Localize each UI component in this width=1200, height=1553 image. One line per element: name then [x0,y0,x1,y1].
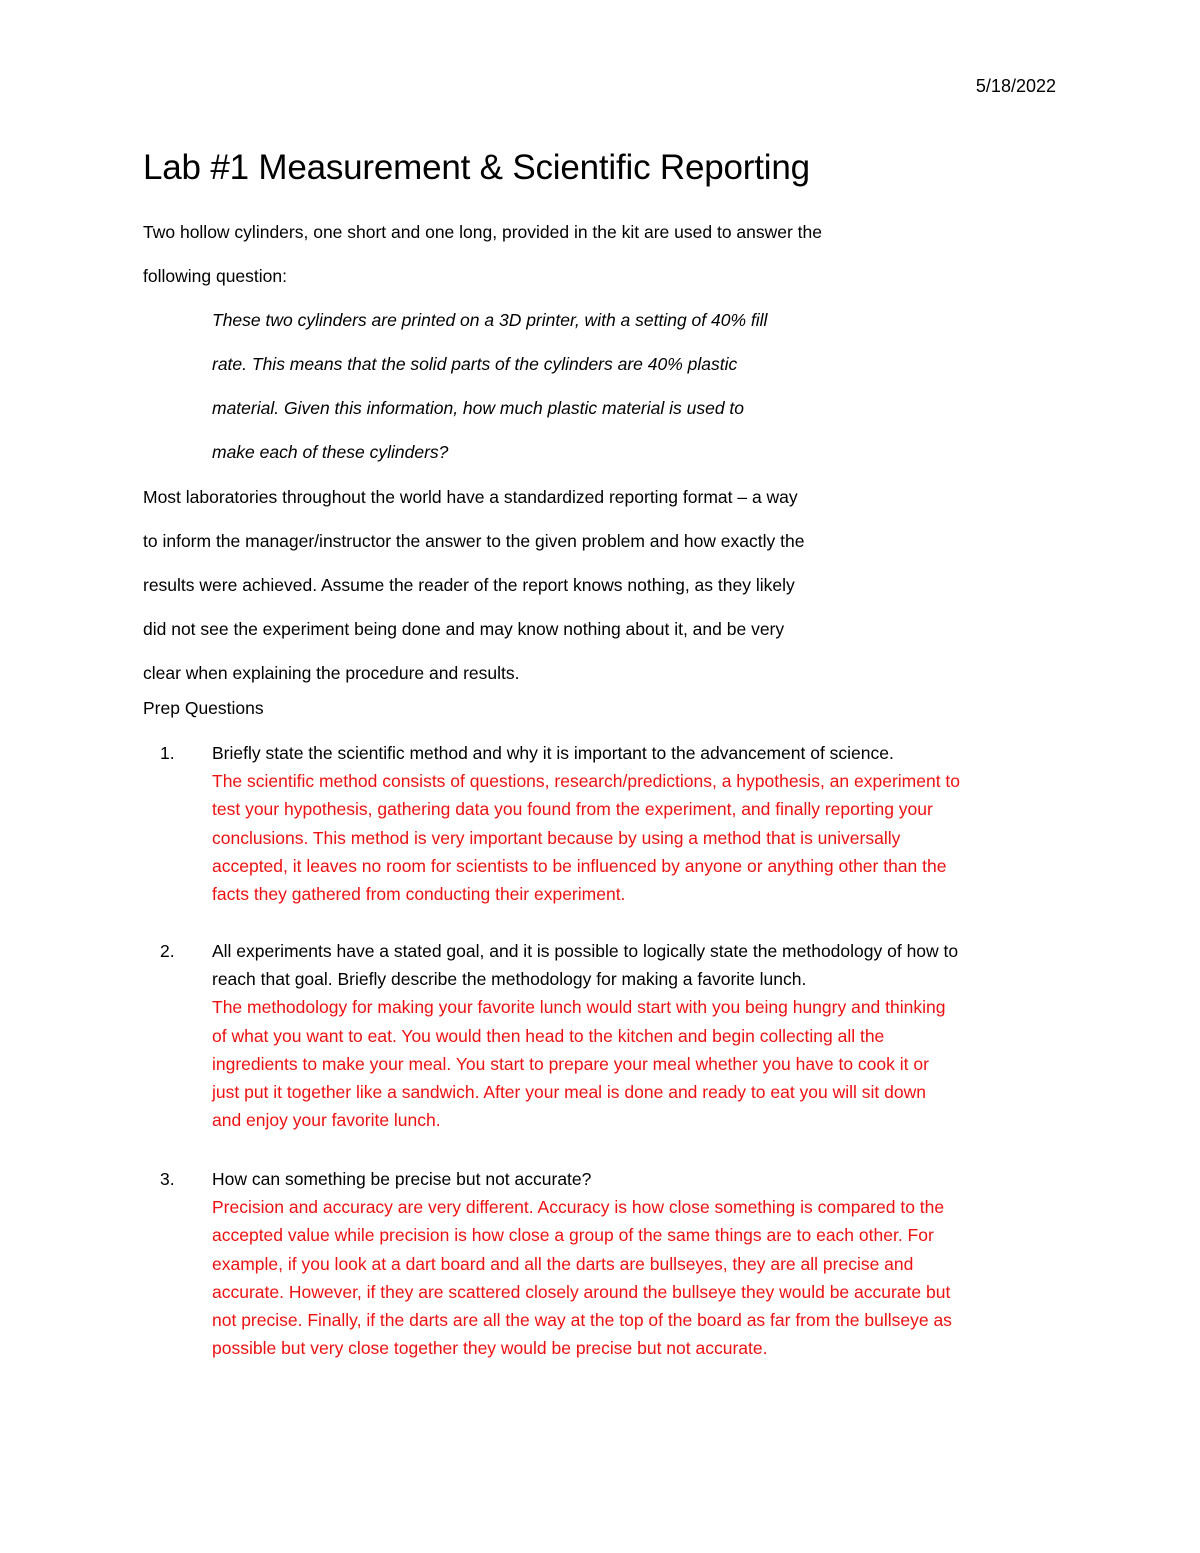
body-line: to inform the manager/instructor the answer to the given problem and how exactly the [143,531,805,551]
answer-line: and enjoy your favorite lunch. [212,1110,441,1131]
answer-line: possible but very close together they would be precise but not accurate. [212,1338,768,1359]
list-item-question-2 [160,937,1080,1134]
body-line: clear when explaining the procedure and results. [143,663,520,683]
answer-line: The scientific method consists of questions, research/predictions, a hypothesis, an experiment to [212,771,961,792]
prep-questions-heading: Prep Questions [143,698,264,718]
list-number: 2. [160,941,175,961]
answer-line: test your hypothesis, gathering data you found from the experiment, and finally reporting your [212,799,933,820]
answer-line: conclusions. This method is very important because by using a method that is universally [212,827,901,848]
question-line: All experiments have a stated goal, and it is possible to logically state the methodology of how to [212,941,959,961]
answer-line: The methodology for making your favorite lunch would start with you being hungry and thinking [212,997,946,1018]
body-line: Most laboratories throughout the world have a standardized reporting format – a way [143,487,798,507]
intro-line: following question: [143,266,287,286]
answer-line: Precision and accuracy are very different. Accuracy is how close something is compared to the [212,1197,945,1218]
question-line: reach that goal. Briefly describe the methodology for making a favorite lunch. [212,969,807,990]
answer-line: accurate. However, if they are scattered closely around the bullseye they would be accurate but [212,1281,951,1302]
answer-line: accepted value while precision is how close a group of the same things are to each other. For [212,1225,934,1246]
answer-line: facts they gathered from conducting their experiment. [212,884,626,905]
question-line: How can something be precise but not accurate? [212,1169,592,1189]
answer-line: ingredients to make your meal. You start to prepare your meal whether you have to cook it or [212,1053,929,1074]
question-quote [212,298,1012,474]
reporting-paragraph [143,475,1043,695]
list-number: 1. [160,743,175,763]
quote-line: material. Given this information, how much plastic material is used to [212,398,745,418]
answer-line: accepted, it leaves no room for scientists to be influenced by anyone or anything other than the [212,855,947,876]
answer-line: not precise. Finally, if the darts are all the way at the top of the board as far from the bullseye as [212,1310,952,1331]
body-line: results were achieved. Assume the reader of the report knows nothing, as they likely [143,575,795,595]
list-item-question-1 [160,739,1080,908]
list-item-question-3 [160,1165,1080,1362]
quote-line: These two cylinders are printed on a 3D printer, with a setting of 40% fill [212,310,768,330]
intro-paragraph [143,210,1043,298]
intro-line: Two hollow cylinders, one short and one long, provided in the kit are used to answer the [143,222,823,242]
answer-line: just put it together like a sandwich. After your meal is done and ready to eat you will sit down [212,1082,926,1103]
list-number: 3. [160,1169,175,1189]
document-date: 5/18/2022 [975,76,1056,96]
answer-line: example, if you look at a dart board and all the darts are bullseyes, they are all precise and [212,1253,914,1274]
document-title: Lab #1 Measurement & Scientific Reporting [143,148,810,187]
quote-line: make each of these cylinders? [212,442,449,462]
body-line: did not see the experiment being done and may know nothing about it, and be very [143,619,785,639]
quote-line: rate. This means that the solid parts of the cylinders are 40% plastic [212,354,738,374]
answer-line: of what you want to eat. You would then head to the kitchen and begin collecting all the [212,1025,885,1046]
question-line: Briefly state the scientific method and why it is important to the advancement of science. [212,743,894,763]
